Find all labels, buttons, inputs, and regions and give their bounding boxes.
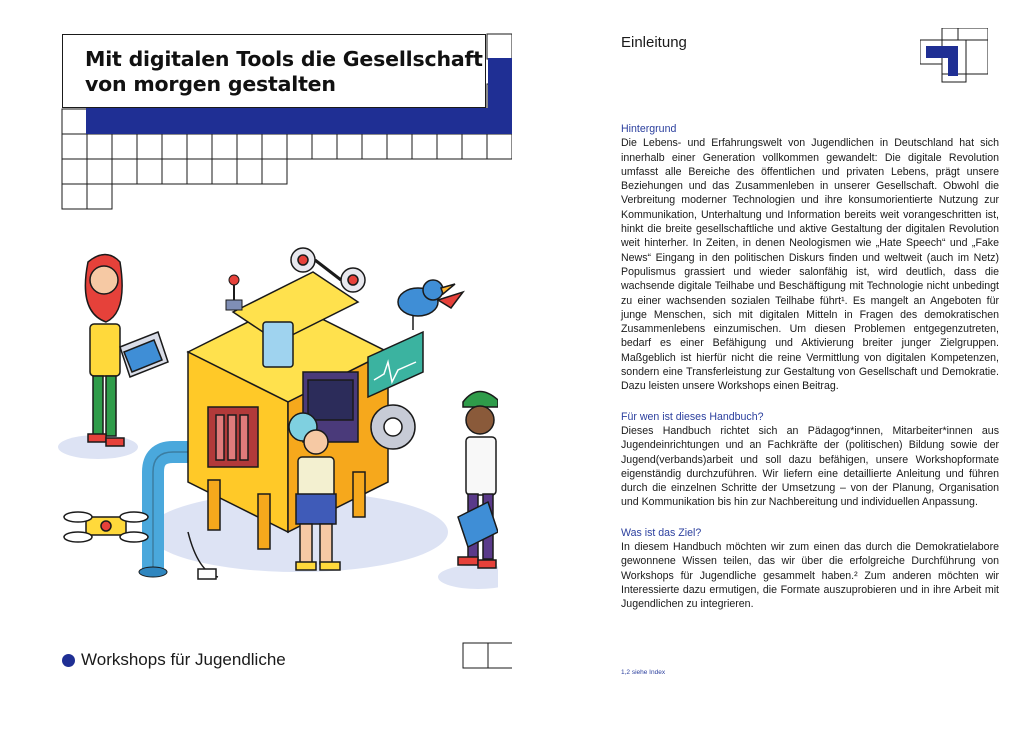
section-zielgruppe <box>621 410 999 510</box>
grid-cell <box>87 184 112 209</box>
grid-cell <box>262 159 287 184</box>
section-title: Einleitung <box>621 34 687 51</box>
grid-cell <box>62 159 87 184</box>
section-paragraph: Dieses Handbuch richtet sich an Pädagog*innen, Mitarbeiter*innen aus Jugendeinrichtungen und an Fachkräfte der (politischen) Bildung sowie der Jugend(verbands)arbeit und soll dazu befähigen, unsere Workshopformate eigenständig durchzuführen. Wir liefern eine detaillierte Anleitung und führen durch die einzelnen Schritte der Umsetzung – von der Planung, Organisation und Kommunikation bis hin zur Nachbereitung und individuellen Anpassung. <box>621 424 999 509</box>
grid-cell <box>362 134 387 159</box>
grid-cell <box>162 159 187 184</box>
grid-cell <box>212 134 237 159</box>
grid-cell <box>212 159 237 184</box>
grid-cell <box>62 184 87 209</box>
grid-cell <box>87 159 112 184</box>
grid-cell <box>337 134 362 159</box>
grid-cell <box>87 134 112 159</box>
grid-cell <box>137 134 162 159</box>
section-heading: Für wen ist dieses Handbuch? <box>621 410 764 423</box>
chapter-caption-label: Workshops für Jugendliche <box>81 650 286 669</box>
section-hintergrund <box>621 122 999 394</box>
footnote: 1,2 siehe Index <box>621 669 666 676</box>
grid-cell <box>487 134 512 159</box>
grid-cell <box>62 109 87 134</box>
section-heading: Was ist das Ziel? <box>621 526 702 539</box>
right-page <box>512 0 1024 729</box>
grid-cell <box>437 134 462 159</box>
page-title-line1: Mit digitalen Tools die Gesellschaft <box>85 47 483 71</box>
grid-cell <box>187 134 212 159</box>
body-text <box>621 122 999 628</box>
page-title <box>85 47 483 97</box>
title-box <box>62 34 486 108</box>
grid-cell <box>162 134 187 159</box>
section-paragraph: Die Lebens- und Erfahrungswelt von Jugendlichen in Deutschland hat sich innerhalb einer Generation vollkommen gewandelt: Die digitale Revolution umfasst alle Bereiche des öffentlichen und privaten Lebens, prägt unsere Beziehungen und das Zusammenleben in unserer Gesellschaft. Obwohl die Verbreitung moderner Technologien und ihre konsumorientierte Nutzung zur Kommunikation, Unterhaltung und Information bereits weit vorangeschritten ist, hinkt die breite gesellschaftliche und aktive Gestaltung der digitalen Revolution weit hinterher. In Zeiten, in denen Neologismen wie „Hate Speech“ und „Fake News“ Eingang in den politischen Diskurs finden und weltweit (auch im Netz) Populismus grassiert und wieder salonfähig ist, wird deutlich, dass die wachsende digitale Teilhabe und Beschäftigung mit Technologie nicht unbedingt zu einer wachsenden sozialen Teilhabe führt¹. Es mangelt an Angeboten für junge Menschen, sich mit digitalen Mitteln in Fragen des demokratischen Zusammenlebens einzumischen. Um diesen Problemen entgegenzutreten, bedarf es einer Befähigung und Aktivierung breiter junger Zielgruppen. Maßgeblich ist hierfür nicht die reine Vermittlung von digitalen Kompetenzen, sondern eine Transferleistung zur Gestaltung von Gesellschaft und Demokratie. Dazu leisten unsere Workshops einen Beitrag. <box>621 137 999 393</box>
grid-cell <box>62 134 87 159</box>
grid-cell <box>137 159 162 184</box>
grid-cell <box>112 159 137 184</box>
grid-cell <box>387 134 412 159</box>
section-ziel <box>621 526 999 612</box>
grid-cell <box>262 134 287 159</box>
section-paragraph: In diesem Handbuch möchten wir zum einen das durch die Demokratielabore gewonnene Wissen teilen, das wir über die erfolgreiche Durchführung von Workshops für Jugendliche gesammelt haben.² Zum anderen möchten wir Interessierte dazu ermutigen, die Formate auszuprobieren und in ihre Arbeit mit Jugendlichen zu integrieren. <box>621 541 999 611</box>
grid-cell <box>312 134 337 159</box>
grid-cell <box>237 134 262 159</box>
grid-cell <box>187 159 212 184</box>
title-accent-bar <box>86 108 512 134</box>
corner-logo-icon <box>920 28 988 96</box>
page-title-line2: von morgen gestalten <box>85 72 336 96</box>
grid-cell <box>237 159 262 184</box>
grid-cell <box>287 134 312 159</box>
grid-cell <box>462 134 487 159</box>
grid-cell <box>487 34 512 59</box>
grid-cell <box>112 134 137 159</box>
section-heading: Hintergrund <box>621 123 677 135</box>
title-accent-bar-vertical <box>488 58 512 134</box>
grid-cell <box>412 134 437 159</box>
